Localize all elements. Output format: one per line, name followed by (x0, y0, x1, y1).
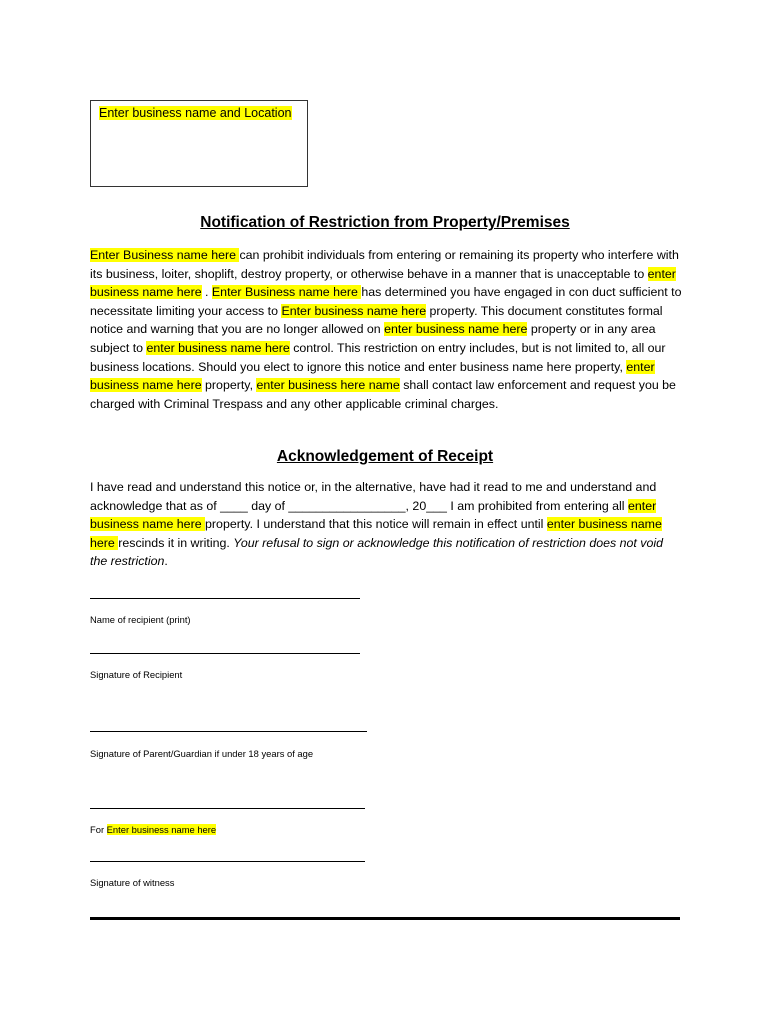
business-name-placeholder: Enter Business name here (211, 285, 362, 300)
business-name-location-placeholder: Enter business name and Location (99, 106, 292, 120)
for-business-placeholder: Enter business name here (106, 824, 217, 835)
business-name-placeholder: enter business name here (384, 322, 528, 337)
paragraph-text: Your refusal to sign or acknowledge this notification of restriction does not void the restriction (90, 535, 664, 569)
witness-signature-line[interactable] (90, 861, 365, 862)
business-name-placeholder: enter business name here (90, 498, 657, 532)
business-signature-line[interactable] (90, 808, 365, 809)
paragraph-text: . (164, 554, 168, 569)
acknowledgement-title: Acknowledgement of Receipt (276, 448, 494, 465)
business-name-placeholder: enter business name here (90, 359, 655, 393)
paragraph-text: property or in any area subject to (90, 322, 656, 355)
notification-paragraph (90, 246, 682, 413)
notification-title: Notification of Restriction from Property/Premises (200, 214, 570, 231)
paragraph-text: property. This document constitutes formal notice and warning that you are no longer allowed on (90, 303, 663, 337)
recipient-name-line[interactable] (90, 598, 360, 599)
business-name-placeholder: enter business here name (256, 378, 400, 393)
recipient-name-label: Name of recipient (print) (90, 614, 191, 625)
recipient-signature-label: Signature of Recipient (90, 669, 183, 680)
witness-signature-label: Signature of witness (90, 877, 175, 888)
for-business-label (90, 824, 216, 835)
business-name-placeholder: enter business name here (146, 340, 290, 355)
business-name-placeholder: enter business name here (90, 517, 662, 550)
paragraph-text: rescinds it in writing. (118, 535, 234, 550)
business-name-placeholder: Enter business name here (281, 303, 427, 318)
paragraph-text: . (201, 285, 212, 300)
paragraph-text: control. This restriction on entry includes, but is not limited to, all our business locations. Should you elect to ignore this notice and enter business name here property, (90, 340, 666, 374)
bottom-rule (90, 917, 680, 920)
paragraph-text: I have read and understand this notice or, in the alternative, have had it read to me and understand and acknowledge that as of ____ day of _________________, 20___ I am prohibited from entering all (90, 480, 657, 513)
guardian-signature-line[interactable] (90, 731, 367, 732)
paragraph-text: shall contact law enforcement and request you be charged with Criminal Trespass and any other applicable criminal charges. (90, 378, 676, 411)
business-name-placeholder: enter business name here (90, 266, 676, 300)
acknowledgement-paragraph (90, 478, 682, 571)
paragraph-text: property, (201, 378, 257, 393)
paragraph-text: property. I understand that this notice will remain in effect until (205, 517, 547, 532)
business-name-location-box (90, 100, 308, 187)
recipient-signature-line[interactable] (90, 653, 360, 654)
for-prefix: For (90, 824, 107, 835)
paragraph-text: can prohibit individuals from entering or remaining its property who interfere with its business, loiter, shoplift, destroy property, or otherwise behave in a manner that is unacceptable to (90, 248, 679, 281)
business-name-placeholder: Enter Business name here (90, 248, 240, 262)
paragraph-text: has determined you have engaged in con duct sufficient to necessitate limiting your access to (90, 285, 682, 318)
guardian-signature-label: Signature of Parent/Guardian if under 18 years of age (90, 748, 314, 759)
